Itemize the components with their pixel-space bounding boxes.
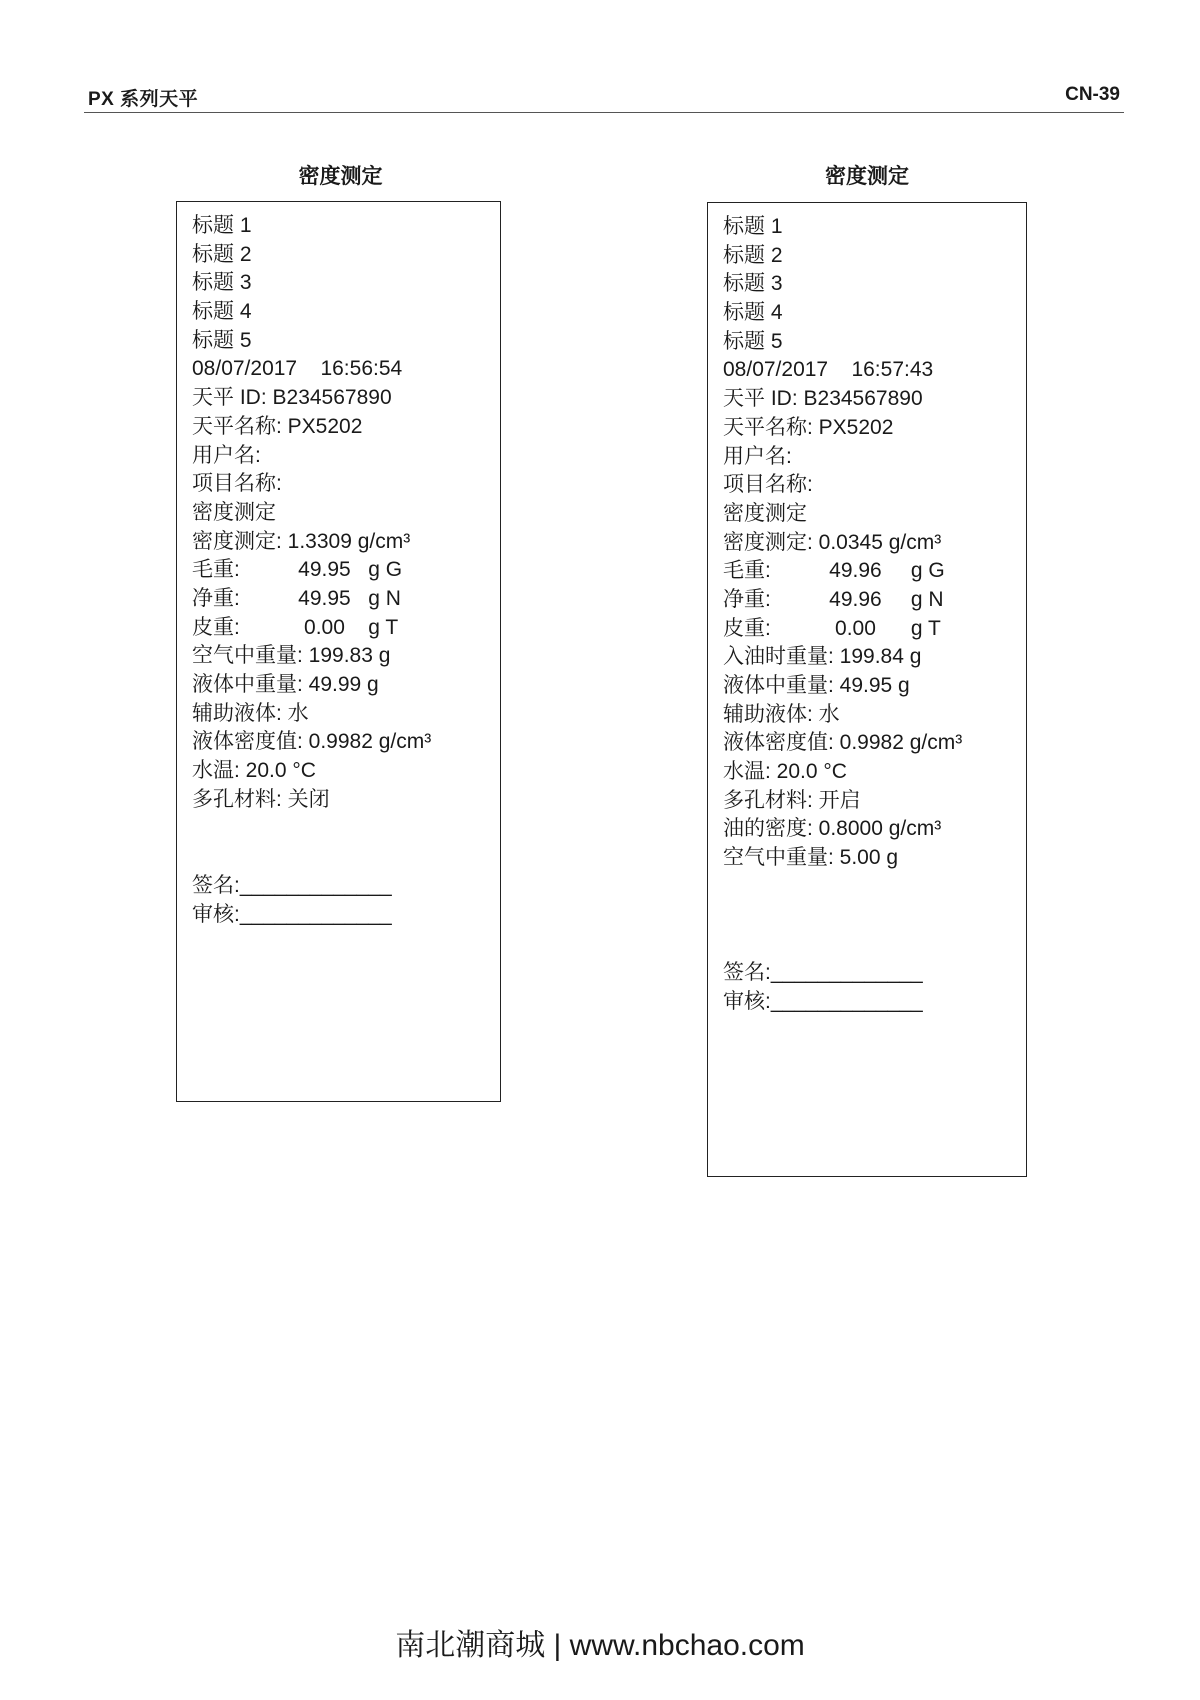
receipt-line: 水温: 20.0 °C bbox=[192, 759, 316, 783]
receipt-line: 标题 1 bbox=[192, 214, 252, 237]
receipt-line: 密度测定: 0.0345 g/cm³ bbox=[723, 530, 942, 554]
receipt-1-lines bbox=[192, 212, 500, 814]
receipt-line: 空气中重量: 199.83 g bbox=[192, 644, 391, 668]
receipt-line: 多孔材料: 开启 bbox=[723, 788, 861, 812]
receipt-line: 多孔材料: 关闭 bbox=[192, 787, 330, 811]
signature-line: 签名:_____________ bbox=[723, 960, 923, 984]
receipt-2-title: 密度测定 bbox=[825, 165, 909, 188]
receipt-line: 密度测定 bbox=[723, 501, 807, 525]
receipt-line: 08/07/2017 16:57:43 bbox=[723, 358, 934, 382]
receipt-line: 标题 3 bbox=[723, 272, 783, 296]
receipt-line: 标题 4 bbox=[192, 300, 252, 324]
receipt-line: 天平 ID: B234567890 bbox=[723, 387, 923, 411]
receipt-line: 标题 2 bbox=[723, 243, 783, 267]
doc-title: PX 系列天平 bbox=[88, 89, 199, 110]
receipt-line: 辅助液体: 水 bbox=[192, 701, 309, 725]
receipt-line: 液体中重量: 49.99 g bbox=[192, 673, 379, 696]
receipt-line: 项目名称: bbox=[723, 473, 813, 497]
receipt-line: 皮重: 0.00 g T bbox=[723, 616, 941, 640]
receipt-line: 08/07/2017 16:56:54 bbox=[192, 357, 403, 381]
receipt-line: 标题 4 bbox=[723, 301, 783, 325]
receipt-line: 用户名: bbox=[192, 443, 261, 467]
receipt-2-printout bbox=[707, 202, 1027, 1177]
receipt-line: 密度测定: 1.3309 g/cm³ bbox=[192, 529, 411, 553]
signature-line: 签名:_____________ bbox=[192, 873, 392, 897]
page-number: CN-39 bbox=[1065, 84, 1120, 105]
receipt-line: 毛重: 49.95 g G bbox=[192, 558, 403, 582]
receipt-line: 密度测定 bbox=[192, 500, 276, 524]
receipt-line: 毛重: 49.96 g G bbox=[723, 559, 945, 583]
receipt-line: 标题 1 bbox=[723, 215, 783, 238]
receipt-line: 液体密度值: 0.9982 g/cm³ bbox=[723, 731, 963, 755]
review-line: 审核:_____________ bbox=[192, 902, 392, 926]
receipt-line: 净重: 49.96 g N bbox=[723, 587, 944, 611]
receipt-1-printout bbox=[176, 201, 501, 1102]
receipt-2-lines bbox=[723, 213, 1026, 873]
receipt-line: 标题 5 bbox=[723, 329, 783, 353]
receipt-line: 标题 3 bbox=[192, 271, 252, 295]
receipt-line: 油的密度: 0.8000 g/cm³ bbox=[723, 817, 942, 841]
receipt-1-title: 密度测定 bbox=[298, 165, 383, 188]
receipt-line: 用户名: bbox=[723, 444, 792, 468]
receipt-line: 液体中重量: 49.95 g bbox=[723, 674, 910, 697]
review-line: 审核:_____________ bbox=[723, 989, 923, 1013]
receipt-line: 天平 ID: B234567890 bbox=[192, 386, 392, 410]
footer-watermark: 南北潮商城 | www.nbchao.com bbox=[395, 1629, 805, 1662]
page-header bbox=[84, 78, 1124, 113]
receipt-line: 入油时重量: 199.84 g bbox=[723, 645, 922, 669]
receipt-line: 标题 5 bbox=[192, 328, 252, 352]
receipt-line: 标题 2 bbox=[192, 242, 252, 266]
receipt-line: 辅助液体: 水 bbox=[723, 702, 840, 726]
receipt-line: 水温: 20.0 °C bbox=[723, 760, 847, 784]
receipt-line: 液体密度值: 0.9982 g/cm³ bbox=[192, 730, 432, 754]
receipt-line: 净重: 49.95 g N bbox=[192, 586, 401, 610]
receipt-line: 空气中重量: 5.00 g bbox=[723, 846, 899, 870]
receipt-line: 项目名称: bbox=[192, 472, 282, 496]
receipt-line: 天平名称: PX5202 bbox=[723, 415, 894, 439]
receipt-line: 天平名称: PX5202 bbox=[192, 414, 363, 438]
receipt-line: 皮重: 0.00 g T bbox=[192, 615, 399, 639]
